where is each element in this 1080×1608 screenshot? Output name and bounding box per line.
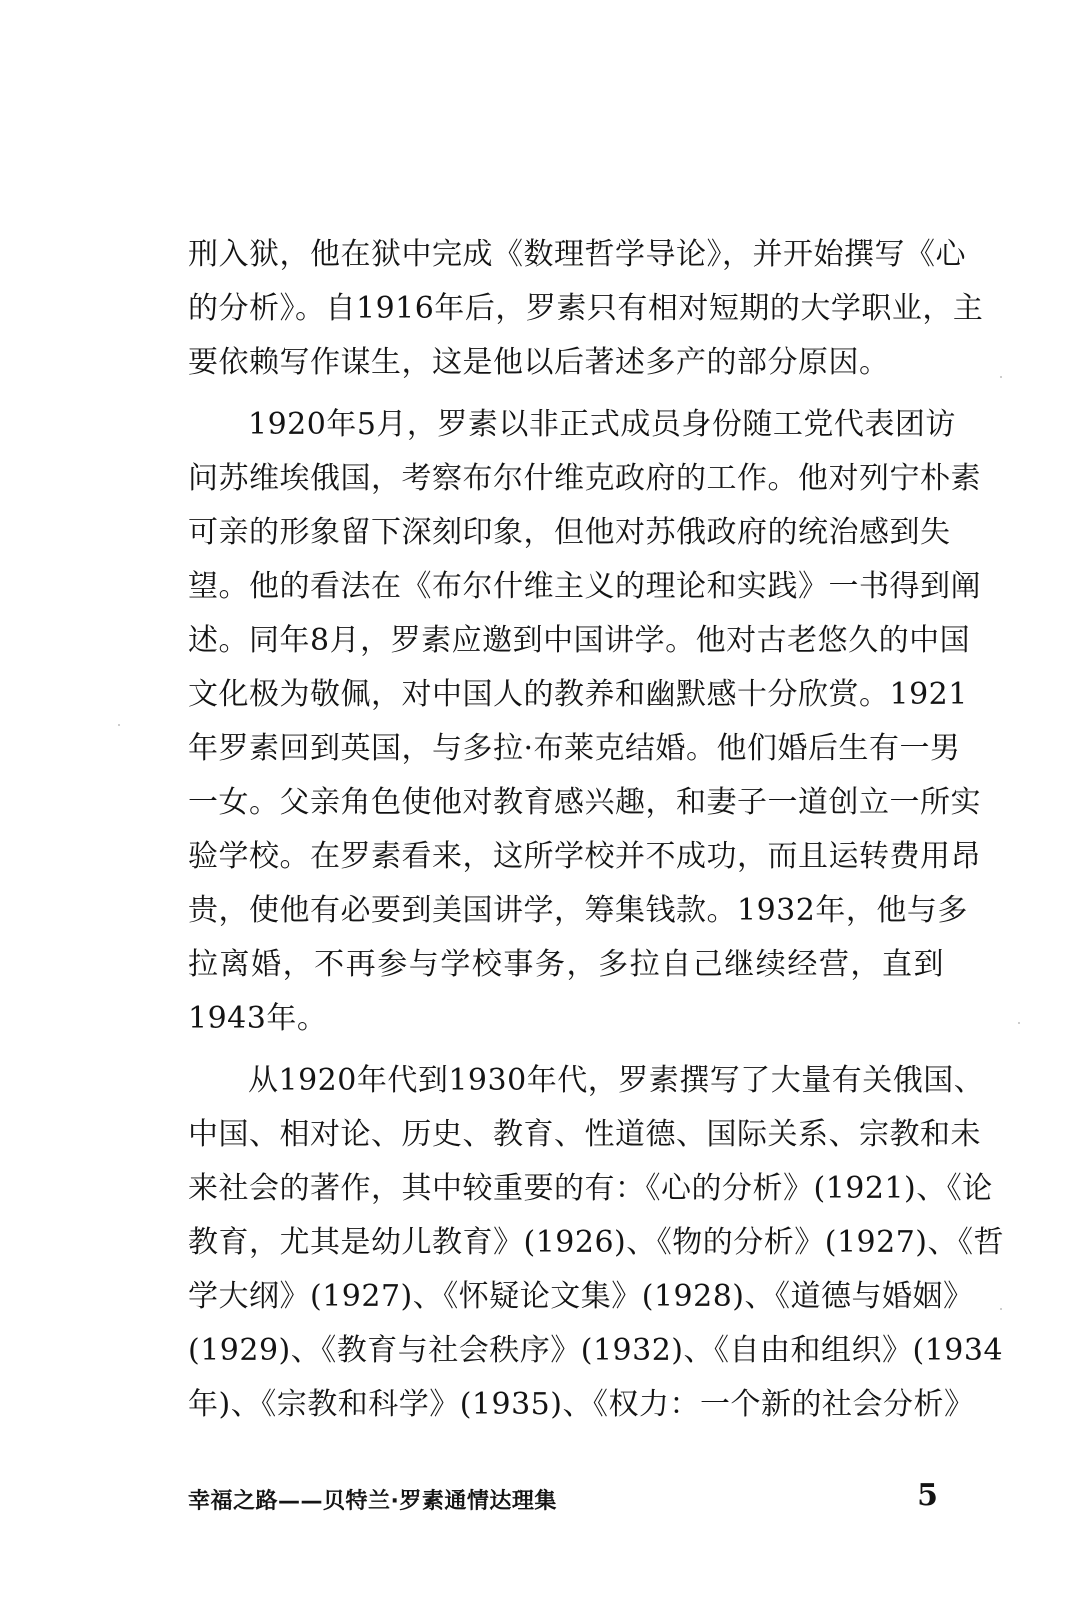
scan-speck <box>118 724 120 726</box>
text-line: 从1920年代到1930年代，罗素撰写了大量有关俄国、 <box>248 1063 985 1098</box>
page-footer <box>188 1478 958 1518</box>
text-line: (1929)、《教育与社会秩序》(1932)、《自由和组织》(1934 <box>188 1333 1004 1368</box>
text-line: 望。他的看法在《布尔什维主义的理论和实践》一书得到阐 <box>188 569 981 604</box>
text-line: 年)、《宗教和科学》(1935)、《权力：一个新的社会分析》 <box>188 1387 975 1422</box>
text-line: 拉离婚，不再参与学校事务，多拉自己继续经营，直到 <box>188 947 944 982</box>
running-footer-title: 幸福之路——贝特兰·罗素通情达理集 <box>188 1489 557 1514</box>
text-line: 中国、相对论、历史、教育、性道德、国际关系、宗教和未 <box>188 1117 981 1152</box>
text-line: 1920年5月，罗素以非正式成员身份随工党代表团访 <box>248 407 956 442</box>
text-line: 一女。父亲角色使他对教育感兴趣，和妻子一道创立一所实 <box>188 785 981 820</box>
body-text <box>188 228 1005 1440</box>
scan-speck <box>1000 1308 1002 1310</box>
text-line: 年罗素回到英国，与多拉·布莱克结婚。他们婚后生有一男 <box>188 731 961 766</box>
text-line: 刑入狱，他在狱中完成《数理哲学导论》，并开始撰写《心 <box>188 237 966 272</box>
text-line: 学大纲》(1927)、《怀疑论文集》(1928)、《道德与婚姻》 <box>188 1279 974 1314</box>
text-line: 文化极为敬佩，对中国人的教养和幽默感十分欣赏。1921 <box>188 677 968 712</box>
text-line: 述。同年8月，罗素应邀到中国讲学。他对古老悠久的中国 <box>188 623 971 658</box>
text-line: 来社会的著作，其中较重要的有：《心的分析》(1921)、《论 <box>188 1171 993 1206</box>
text-line: 1943年。 <box>188 1001 328 1036</box>
scan-speck <box>1018 1022 1020 1024</box>
text-line: 贵，使他有必要到美国讲学，筹集钱款。1932年，他与多 <box>188 893 968 928</box>
page-number: 5 <box>917 1478 938 1513</box>
text-line: 要依赖写作谋生，这是他以后著述多产的部分原因。 <box>188 345 890 380</box>
paragraph-3 <box>188 1054 1005 1432</box>
text-line: 的分析》。自1916年后，罗素只有相对短期的大学职业，主 <box>188 291 984 326</box>
paragraph-1 <box>188 228 984 390</box>
text-line: 验学校。在罗素看来，这所学校并不成功，而且运转费用昂 <box>188 839 981 874</box>
text-line: 问苏维埃俄国，考察布尔什维克政府的工作。他对列宁朴素 <box>188 461 981 496</box>
scan-speck <box>1000 376 1002 378</box>
text-line: 教育，尤其是幼儿教育》(1926)、《物的分析》(1927)、《哲 <box>188 1225 1005 1260</box>
paragraph-2 <box>188 398 981 1046</box>
text-line: 可亲的形象留下深刻印象，但他对苏俄政府的统治感到失 <box>188 515 951 550</box>
